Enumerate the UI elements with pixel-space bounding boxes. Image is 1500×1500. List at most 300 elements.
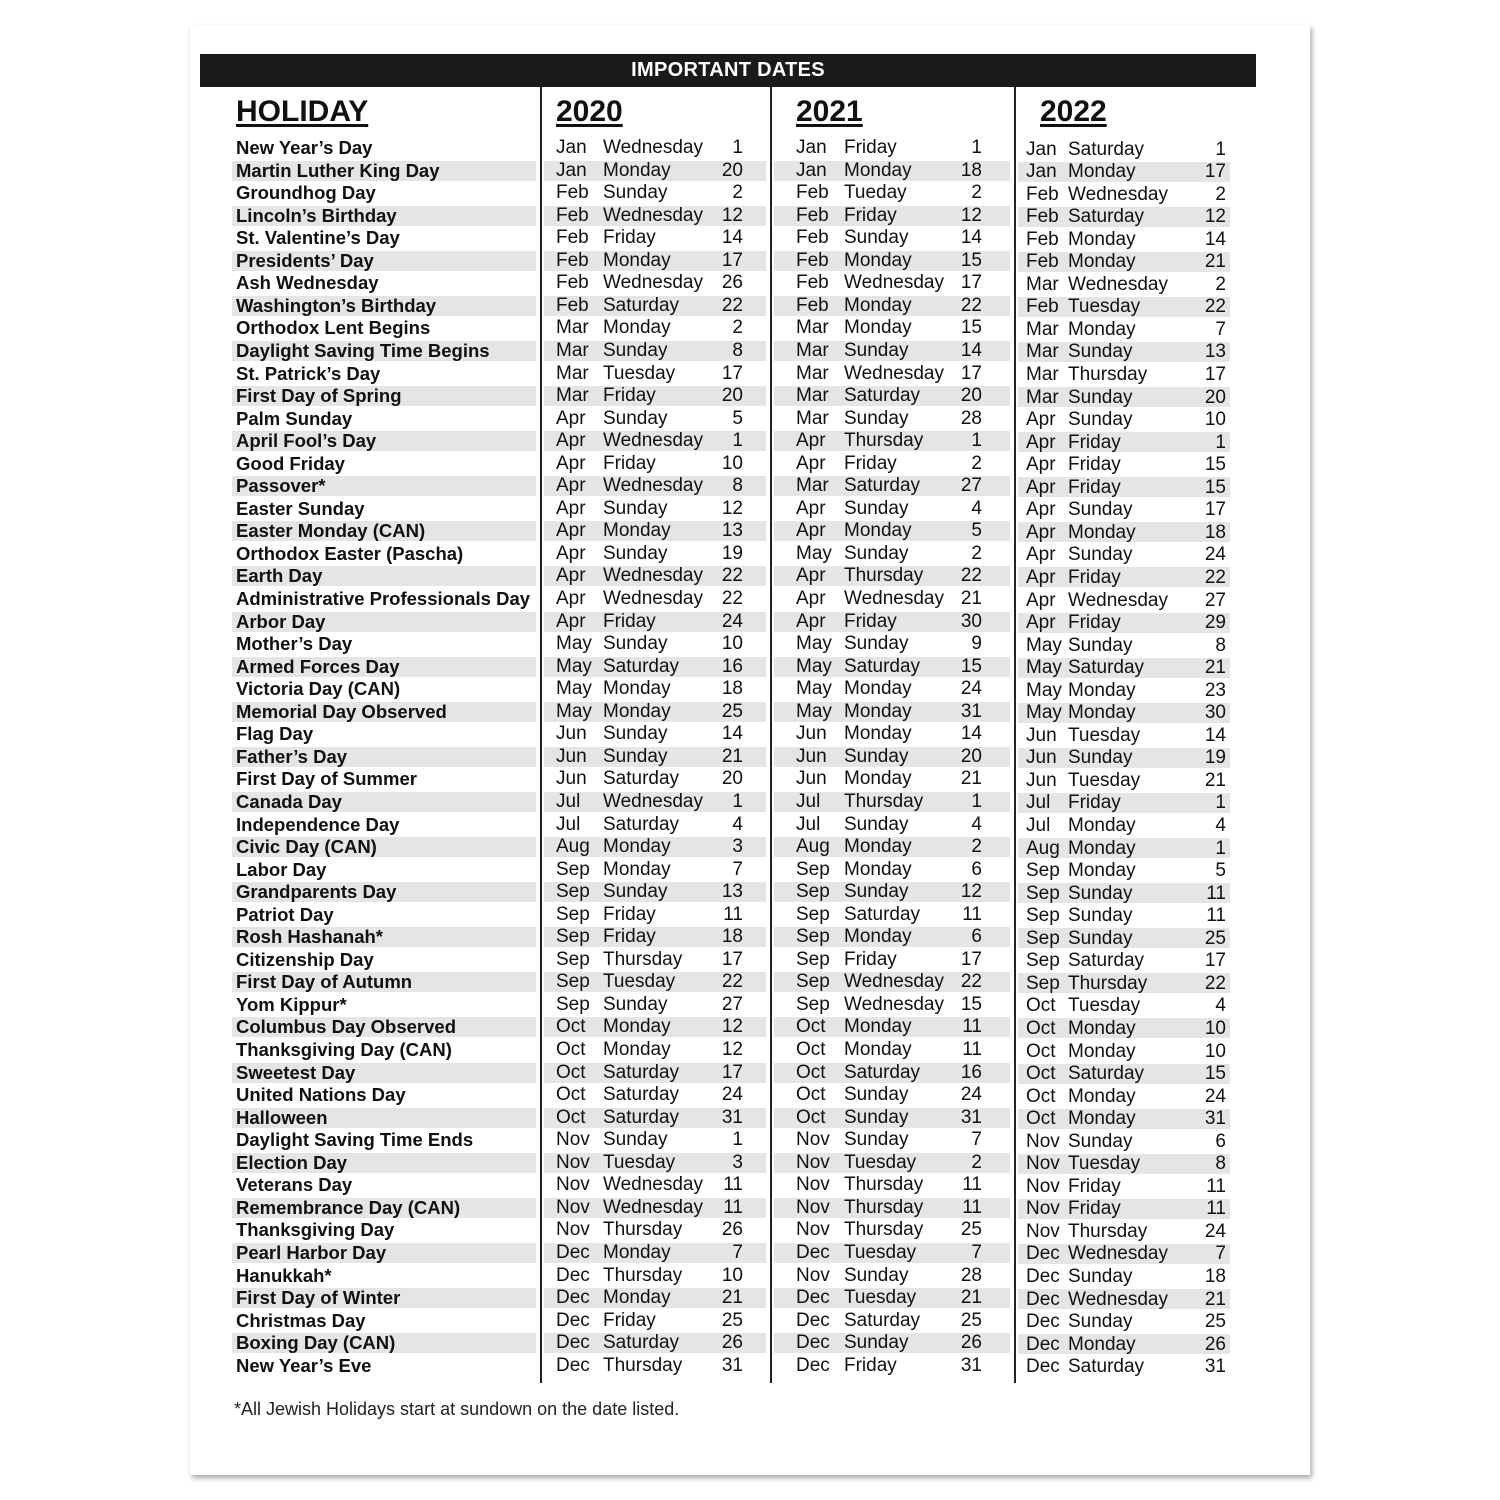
day-number-2022: 25: [1204, 927, 1226, 949]
day-number-2020: 7: [732, 858, 743, 880]
day-number-2021: 28: [960, 1264, 982, 1286]
weekday-2020: Sunday: [603, 993, 668, 1015]
month-2020: Jun: [556, 768, 587, 790]
day-number-2021: 26: [960, 1332, 982, 1354]
weekday-2020: Sunday: [603, 497, 668, 519]
weekday-2021: Thursday: [844, 1219, 924, 1241]
day-number-2021: 21: [960, 1287, 982, 1309]
month-2020: Jul: [556, 813, 581, 835]
holiday-name: Daylight Saving Time Begins: [236, 339, 490, 361]
day-number-2020: 27: [721, 993, 743, 1015]
month-2021: Mar: [796, 362, 829, 384]
weekday-2022: Sunday: [1068, 634, 1133, 656]
holiday-name: St. Patrick’s Day: [236, 362, 381, 384]
weekday-2022: Thursday: [1068, 972, 1148, 994]
month-2020: Nov: [556, 1129, 590, 1151]
month-2022: Apr: [1026, 566, 1056, 588]
holiday-name: Victoria Day (CAN): [236, 678, 401, 700]
month-2022: Sep: [1026, 972, 1060, 994]
weekday-2022: Sunday: [1068, 341, 1133, 363]
weekday-2020: Monday: [603, 1016, 671, 1038]
weekday-2020: Sunday: [603, 745, 668, 767]
weekday-2022: Sunday: [1068, 1311, 1133, 1333]
day-number-2022: 24: [1204, 1085, 1226, 1107]
month-2022: Oct: [1026, 1040, 1056, 1062]
month-2020: Apr: [556, 497, 586, 519]
month-2021: Jan: [796, 137, 827, 158]
weekday-2022: Tuesday: [1068, 724, 1141, 746]
month-2022: Mar: [1026, 364, 1059, 385]
month-2020: Nov: [556, 1219, 590, 1241]
month-2020: Feb: [556, 249, 589, 271]
weekday-2020: Saturday: [603, 1084, 680, 1106]
weekday-2020: Tuesday: [603, 1151, 676, 1173]
day-number-2021: 2: [971, 836, 982, 858]
day-number-2021: 17: [960, 948, 982, 970]
day-number-2020: 19: [721, 542, 743, 564]
day-number-2021: 11: [962, 1016, 982, 1038]
holiday-name: Civic Day (CAN): [236, 836, 377, 858]
day-number-2020: 24: [721, 610, 743, 632]
day-number-2022: 23: [1204, 679, 1226, 701]
month-2021: Sep: [796, 903, 830, 925]
weekday-2021: Thursday: [844, 565, 924, 587]
year-2020-header: 2020: [556, 95, 623, 128]
day-number-2021: 24: [960, 678, 982, 700]
weekday-2020: Friday: [603, 227, 656, 249]
holiday-name: Halloween: [236, 1106, 328, 1128]
weekday-2022: Sunday: [1068, 544, 1133, 566]
weekday-2020: Thursday: [603, 1219, 683, 1241]
month-2020: May: [556, 678, 592, 700]
day-number-2022: 17: [1204, 364, 1226, 385]
weekday-2021: Monday: [844, 678, 912, 700]
day-number-2022: 22: [1204, 566, 1226, 588]
month-2021: Nov: [796, 1264, 830, 1286]
day-number-2022: 8: [1215, 1153, 1226, 1175]
month-2022: Apr: [1026, 521, 1056, 543]
month-2022: Jul: [1026, 792, 1051, 814]
weekday-2020: Saturday: [603, 1106, 680, 1128]
month-2021: Nov: [796, 1174, 830, 1196]
weekday-2022: Sunday: [1068, 747, 1133, 769]
month-2020: Feb: [556, 294, 589, 316]
weekday-2021: Saturday: [844, 655, 921, 677]
day-number-2021: 22: [960, 971, 982, 993]
weekday-2020: Wednesday: [603, 272, 703, 294]
day-number-2022: 27: [1204, 589, 1226, 611]
weekday-2021: Sunday: [844, 745, 909, 767]
weekday-2022: Saturday: [1068, 1063, 1145, 1085]
weekday-2020: Wednesday: [603, 565, 703, 587]
weekday-2020: Thursday: [603, 948, 683, 970]
month-2021: Nov: [796, 1151, 830, 1173]
month-2021: Oct: [796, 1084, 826, 1106]
month-2021: Feb: [796, 204, 829, 226]
day-number-2022: 11: [1206, 882, 1226, 904]
month-2020: May: [556, 633, 592, 655]
day-number-2021: 16: [960, 1061, 982, 1083]
holiday-name: Earth Day: [236, 565, 323, 587]
holiday-name: Martin Luther King Day: [236, 159, 440, 181]
month-2021: Nov: [796, 1219, 830, 1241]
weekday-2022: Saturday: [1068, 138, 1145, 160]
weekday-2021: Tueday: [844, 182, 907, 204]
month-2021: Jun: [796, 723, 827, 745]
day-number-2020: 22: [721, 588, 743, 609]
weekday-2022: Sunday: [1068, 1266, 1133, 1287]
month-2020: Dec: [556, 1354, 590, 1376]
weekday-2021: Saturday: [844, 1309, 921, 1331]
weekday-2021: Wednesday: [844, 588, 944, 609]
weekday-2020: Friday: [603, 926, 656, 948]
day-number-2022: 15: [1204, 1063, 1226, 1085]
month-2020: May: [556, 655, 592, 677]
weekday-2022: Monday: [1068, 1108, 1136, 1130]
day-number-2020: 22: [721, 971, 743, 993]
weekday-2021: Monday: [844, 1039, 912, 1060]
day-number-2022: 14: [1204, 724, 1226, 746]
day-number-2020: 12: [721, 1039, 743, 1060]
month-2022: Feb: [1026, 251, 1059, 273]
day-number-2022: 4: [1215, 995, 1226, 1017]
month-2020: Dec: [556, 1264, 590, 1286]
day-number-2020: 18: [721, 678, 743, 700]
weekday-2020: Wednesday: [603, 137, 703, 158]
weekday-2021: Monday: [844, 768, 912, 790]
holiday-name: New Year’s Day: [236, 137, 373, 158]
weekday-2021: Sunday: [844, 497, 909, 519]
month-2021: Apr: [796, 452, 826, 474]
month-2022: May: [1026, 634, 1062, 656]
holiday-name: Flag Day: [236, 723, 314, 745]
month-2020: Apr: [556, 588, 586, 609]
weekday-2021: Sunday: [844, 1106, 909, 1128]
weekday-2021: Monday: [844, 249, 912, 271]
weekday-2022: Monday: [1068, 161, 1136, 183]
month-2022: Jan: [1026, 138, 1057, 160]
day-number-2020: 20: [721, 159, 743, 181]
day-number-2021: 20: [960, 745, 982, 767]
month-2021: May: [796, 542, 832, 564]
month-2022: Feb: [1026, 206, 1059, 228]
day-number-2022: 21: [1204, 769, 1226, 791]
month-2021: Feb: [796, 294, 829, 316]
day-number-2022: 15: [1204, 454, 1226, 476]
weekday-2021: Saturday: [844, 475, 921, 497]
day-number-2021: 14: [960, 723, 982, 745]
month-2021: Mar: [796, 317, 829, 339]
day-number-2022: 18: [1204, 521, 1226, 543]
weekday-2021: Wednesday: [844, 993, 944, 1015]
day-number-2020: 1: [732, 430, 743, 452]
month-2022: Apr: [1026, 409, 1056, 431]
day-number-2022: 11: [1206, 1198, 1226, 1220]
month-2021: Jul: [796, 790, 821, 812]
month-2022: Feb: [1026, 183, 1059, 205]
month-2021: Apr: [796, 497, 826, 519]
weekday-2021: Monday: [844, 294, 912, 316]
weekday-2022: Wednesday: [1068, 1243, 1168, 1265]
day-number-2020: 10: [721, 452, 743, 474]
month-2021: May: [796, 700, 832, 722]
month-2020: May: [556, 700, 592, 722]
day-number-2020: 5: [732, 407, 743, 429]
day-number-2022: 1: [1215, 792, 1226, 814]
year-2022-header: 2022: [1040, 95, 1107, 128]
day-number-2021: 22: [960, 565, 982, 587]
weekday-2020: Friday: [603, 610, 656, 632]
day-number-2020: 14: [721, 227, 743, 249]
month-2020: Dec: [556, 1241, 590, 1263]
holiday-name: Grandparents Day: [236, 881, 397, 903]
weekday-2022: Monday: [1068, 860, 1136, 882]
day-number-2022: 1: [1215, 837, 1226, 859]
month-2021: Sep: [796, 926, 830, 948]
month-2022: Sep: [1026, 905, 1060, 927]
month-2020: Sep: [556, 881, 590, 903]
weekday-2021: Friday: [844, 452, 897, 474]
month-2022: Dec: [1026, 1288, 1060, 1310]
month-2022: Oct: [1026, 1085, 1056, 1107]
month-2020: Nov: [556, 1151, 590, 1173]
weekday-2021: Saturday: [844, 903, 921, 925]
day-number-2021: 2: [971, 452, 982, 474]
month-2022: Dec: [1026, 1311, 1060, 1333]
day-number-2020: 16: [721, 655, 743, 677]
weekday-2020: Saturday: [603, 655, 680, 677]
day-number-2022: 19: [1204, 747, 1226, 769]
month-2020: Jun: [556, 745, 587, 767]
year-2021-header: 2021: [796, 95, 863, 128]
weekday-2021: Friday: [844, 1354, 897, 1376]
month-2022: Mar: [1026, 341, 1059, 363]
holiday-name: Hanukkah*: [236, 1264, 332, 1286]
holiday-name: Memorial Day Observed: [236, 700, 447, 722]
month-2021: Mar: [796, 475, 829, 497]
day-number-2021: 25: [960, 1309, 982, 1331]
weekday-2021: Monday: [844, 926, 912, 948]
holiday-name: Canada Day: [236, 790, 342, 812]
month-2021: Sep: [796, 971, 830, 993]
day-number-2020: 13: [721, 881, 743, 903]
day-number-2020: 26: [721, 1332, 743, 1354]
month-2020: Apr: [556, 407, 586, 429]
day-number-2020: 25: [721, 700, 743, 722]
weekday-2020: Wednesday: [603, 588, 703, 609]
weekday-2021: Tuesday: [844, 1151, 917, 1173]
month-2021: Sep: [796, 948, 830, 970]
weekday-2021: Monday: [844, 858, 912, 880]
month-2021: Oct: [796, 1016, 826, 1038]
day-number-2020: 24: [721, 1084, 743, 1106]
weekday-2021: Sunday: [844, 339, 909, 361]
day-number-2021: 2: [971, 182, 982, 204]
weekday-2022: Friday: [1068, 454, 1121, 476]
weekday-2020: Friday: [603, 452, 656, 474]
month-2021: Nov: [796, 1129, 830, 1151]
weekday-2021: Monday: [844, 700, 912, 722]
month-2022: Oct: [1026, 995, 1056, 1017]
month-2022: Mar: [1026, 273, 1059, 295]
holiday-name: Yom Kippur*: [236, 993, 347, 1015]
month-2022: Oct: [1026, 1017, 1056, 1039]
weekday-2020: Wednesday: [603, 204, 703, 226]
day-number-2020: 8: [732, 475, 743, 497]
day-number-2021: 2: [971, 1151, 982, 1173]
weekday-2020: Wednesday: [603, 1196, 703, 1218]
month-2022: Sep: [1026, 927, 1060, 949]
weekday-2020: Sunday: [603, 723, 668, 745]
weekday-2021: Monday: [844, 723, 912, 745]
month-2022: Apr: [1026, 589, 1056, 611]
month-2022: May: [1026, 679, 1062, 701]
column-divider: [540, 87, 542, 1383]
holiday-name: Washington’s Birthday: [236, 294, 437, 316]
weekday-2022: Monday: [1068, 1040, 1136, 1062]
month-2021: Dec: [796, 1309, 830, 1331]
column-divider: [770, 87, 772, 1383]
holiday-column-header: HOLIDAY: [236, 95, 369, 128]
holiday-name: Rosh Hashanah*: [236, 926, 384, 948]
weekday-2020: Sunday: [603, 1129, 668, 1151]
weekday-2022: Saturday: [1068, 657, 1145, 679]
weekday-2021: Monday: [844, 520, 912, 542]
month-2022: Mar: [1026, 318, 1059, 340]
day-number-2021: 12: [960, 881, 982, 903]
month-2021: May: [796, 655, 832, 677]
weekday-2021: Thursday: [844, 430, 924, 452]
weekday-2020: Wednesday: [603, 430, 703, 452]
holiday-name: St. Valentine’s Day: [236, 227, 400, 249]
weekday-2022: Monday: [1068, 1333, 1136, 1355]
month-2020: Sep: [556, 948, 590, 970]
day-number-2021: 28: [960, 407, 982, 429]
day-number-2021: 11: [962, 1174, 982, 1196]
month-2022: Apr: [1026, 499, 1056, 521]
month-2020: Feb: [556, 182, 589, 204]
month-2020: Mar: [556, 339, 589, 361]
month-2020: Apr: [556, 430, 586, 452]
page-title: IMPORTANT DATES: [200, 54, 1256, 87]
day-number-2022: 10: [1204, 1040, 1226, 1062]
day-number-2020: 1: [732, 137, 743, 158]
month-2022: Oct: [1026, 1063, 1056, 1085]
day-number-2022: 29: [1204, 612, 1226, 634]
weekday-2022: Monday: [1068, 679, 1136, 701]
day-number-2021: 22: [960, 294, 982, 316]
holiday-name: Columbus Day Observed: [236, 1016, 457, 1038]
holiday-name: Citizenship Day: [236, 948, 374, 970]
day-number-2021: 11: [962, 1039, 982, 1060]
month-2022: Jun: [1026, 724, 1057, 746]
weekday-2020: Monday: [603, 1287, 671, 1309]
day-number-2020: 1: [732, 790, 743, 812]
holiday-name: Easter Sunday: [236, 497, 365, 519]
day-number-2021: 14: [960, 227, 982, 249]
weekday-2020: Friday: [603, 1309, 656, 1331]
day-number-2020: 7: [732, 1241, 743, 1263]
weekday-2022: Saturday: [1068, 950, 1145, 972]
month-2020: Mar: [556, 362, 589, 384]
month-2022: Dec: [1026, 1243, 1060, 1265]
month-2022: May: [1026, 657, 1062, 679]
weekday-2020: Tuesday: [603, 971, 676, 993]
weekday-2021: Sunday: [844, 1332, 909, 1354]
day-number-2021: 30: [960, 610, 982, 632]
month-2022: Oct: [1026, 1108, 1056, 1130]
month-2022: Nov: [1026, 1198, 1060, 1220]
month-2022: Nov: [1026, 1220, 1060, 1242]
weekday-2021: Thursday: [844, 1174, 924, 1196]
holiday-name: Sweetest Day: [236, 1061, 356, 1083]
holiday-name: First Day of Summer: [236, 768, 417, 790]
weekday-2022: Saturday: [1068, 1356, 1145, 1378]
weekday-2021: Thursday: [844, 1196, 924, 1218]
month-2020: Oct: [556, 1084, 586, 1106]
month-2021: Mar: [796, 339, 829, 361]
day-number-2021: 6: [971, 858, 982, 880]
day-number-2022: 10: [1204, 1017, 1226, 1039]
day-number-2022: 7: [1215, 1243, 1226, 1265]
weekday-2022: Saturday: [1068, 206, 1145, 228]
day-number-2022: 17: [1204, 950, 1226, 972]
day-number-2022: 10: [1204, 409, 1226, 431]
month-2021: Oct: [796, 1106, 826, 1128]
day-number-2022: 12: [1204, 206, 1226, 228]
month-2021: Jun: [796, 745, 827, 767]
month-2022: Jan: [1026, 161, 1057, 183]
month-2020: Sep: [556, 926, 590, 948]
column-divider: [1014, 87, 1016, 1383]
month-2021: Dec: [796, 1354, 830, 1376]
month-2020: Apr: [556, 542, 586, 564]
holiday-name: Mother’s Day: [236, 633, 353, 655]
day-number-2021: 15: [960, 249, 982, 271]
day-number-2021: 21: [960, 588, 982, 609]
month-2022: Aug: [1026, 837, 1060, 859]
weekday-2021: Wednesday: [844, 272, 944, 294]
weekday-2021: Sunday: [844, 407, 909, 429]
month-2020: Dec: [556, 1332, 590, 1354]
month-2020: Mar: [556, 385, 589, 407]
holiday-name: Thanksgiving Day (CAN): [236, 1039, 452, 1060]
day-number-2020: 12: [721, 1016, 743, 1038]
weekday-2020: Sunday: [603, 881, 668, 903]
month-2021: Aug: [796, 836, 830, 858]
day-number-2022: 30: [1204, 702, 1226, 724]
holiday-name: Groundhog Day: [236, 182, 376, 204]
month-2022: Feb: [1026, 228, 1059, 250]
weekday-2021: Saturday: [844, 1061, 921, 1083]
weekday-2020: Wednesday: [603, 1174, 703, 1196]
day-number-2021: 17: [960, 272, 982, 294]
day-number-2020: 31: [721, 1354, 743, 1376]
day-number-2021: 15: [960, 993, 982, 1015]
day-number-2020: 3: [732, 836, 743, 858]
day-number-2020: 26: [721, 272, 743, 294]
day-number-2021: 18: [960, 159, 982, 181]
month-2021: Mar: [796, 407, 829, 429]
weekday-2022: Monday: [1068, 228, 1136, 250]
holiday-name: Father’s Day: [236, 745, 348, 767]
day-number-2022: 7: [1215, 318, 1226, 340]
weekday-2022: Thursday: [1068, 1220, 1148, 1242]
weekday-2022: Monday: [1068, 1017, 1136, 1039]
month-2021: Dec: [796, 1287, 830, 1309]
day-number-2021: 21: [960, 768, 982, 790]
month-2022: Apr: [1026, 544, 1056, 566]
